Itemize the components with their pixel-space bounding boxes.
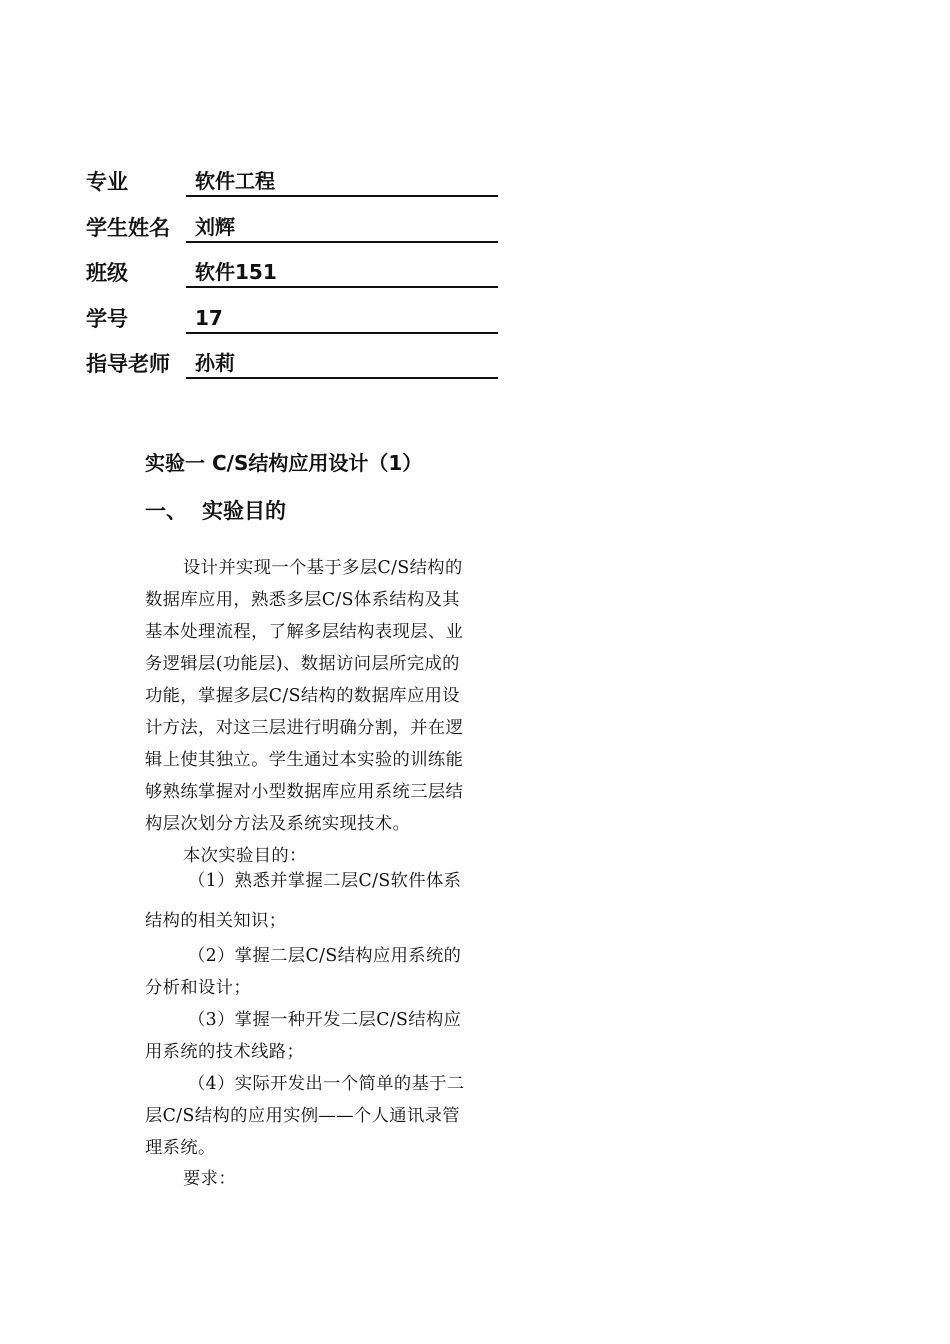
- requirements-label: 要求：: [183, 1169, 237, 1189]
- advisor-label: 指导老师: [86, 352, 170, 376]
- student-name-label: 学生姓名: [86, 216, 170, 240]
- section-title: 实验目的: [202, 499, 286, 523]
- student-id-row: [86, 304, 498, 334]
- student-id-value: 17: [186, 304, 498, 334]
- paragraph-line: 功能，掌握多层C/S结构的数据库应用设: [145, 686, 460, 706]
- advisor-row: [86, 349, 498, 379]
- section-number: 一、: [145, 499, 187, 523]
- goal-item-3-line1: （3）掌握一种开发二层C/S结构应: [188, 1010, 462, 1030]
- student-id-label: 学号: [86, 307, 128, 331]
- paragraph-line: 务逻辑层(功能层)、数据访问层所完成的: [145, 654, 460, 674]
- student-name-value: 刘辉: [186, 213, 498, 243]
- advisor-value: 孙莉: [186, 349, 498, 379]
- paragraph-line: 基本处理流程，了解多层结构表现层、业: [145, 622, 464, 642]
- major-row: [86, 167, 498, 197]
- goal-item-1-line2: 结构的相关知识；: [145, 911, 287, 931]
- student-name-row: [86, 213, 498, 243]
- goal-item-2-line2: 分析和设计；: [145, 978, 252, 998]
- goal-item-4-line2: 层C/S结构的应用实例——个人通讯录管: [145, 1106, 460, 1126]
- paragraph-line: 数据库应用，熟悉多层C/S体系结构及其: [145, 590, 460, 610]
- paragraph-line: 计方法，对这三层进行明确分割，并在逻: [145, 718, 464, 738]
- goal-item-1-line1: （1）熟悉并掌握二层C/S软件体系: [188, 871, 462, 891]
- paragraph-line: 设计并实现一个基于多层C/S结构的: [183, 558, 463, 578]
- major-value: 软件工程: [186, 167, 498, 197]
- major-label: 专业: [86, 170, 128, 194]
- goal-item-2-line1: （2）掌握二层C/S结构应用系统的: [188, 946, 462, 966]
- paragraph-line: 够熟练掌握对小型数据库应用系统三层结: [145, 782, 464, 802]
- class-row: [86, 258, 498, 288]
- experiment-title: 实验一 C/S结构应用设计（1）: [145, 451, 423, 475]
- goals-intro: 本次实验目的：: [183, 846, 307, 866]
- class-value: 软件151: [186, 258, 498, 288]
- goal-item-3-line2: 用系统的技术线路；: [145, 1042, 305, 1062]
- goal-item-4-line3: 理系统。: [145, 1138, 216, 1158]
- section-heading: [145, 496, 286, 526]
- class-label: 班级: [86, 261, 128, 285]
- goal-item-4-line1: （4）实际开发出一个简单的基于二: [188, 1074, 465, 1094]
- paragraph-line: 构层次划分方法及系统实现技术。: [145, 814, 411, 834]
- paragraph-line: 辑上使其独立。学生通过本实验的训练能: [145, 750, 464, 770]
